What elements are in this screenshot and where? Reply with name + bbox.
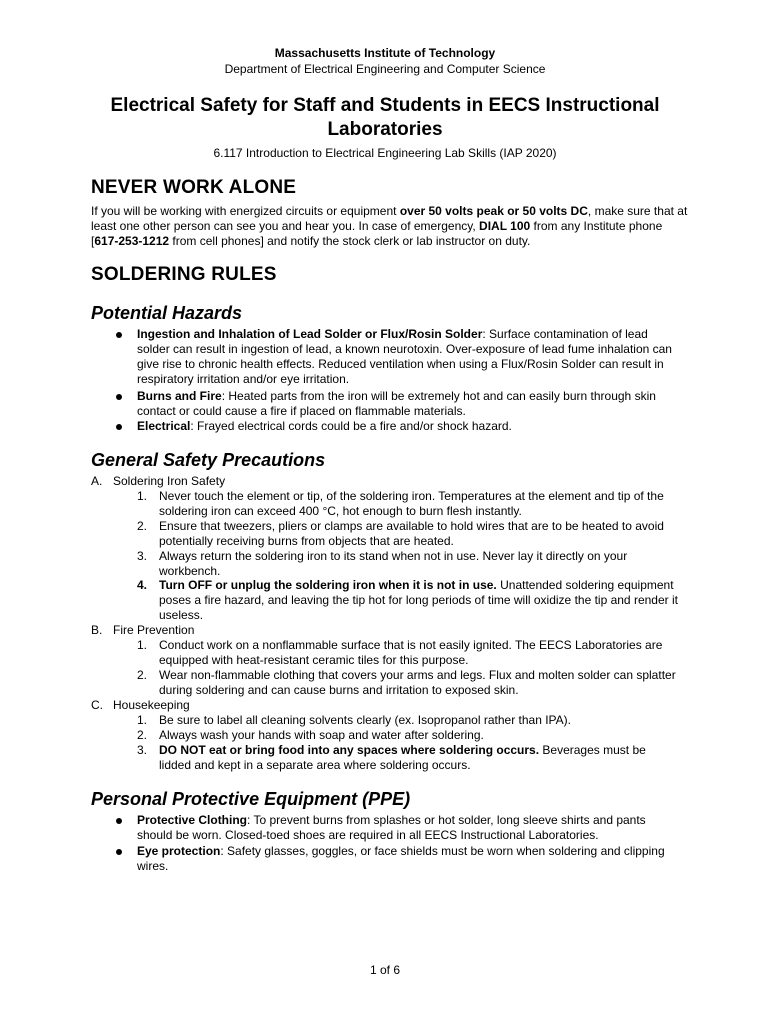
bullet-icon bbox=[116, 332, 122, 338]
ppe-heading: Personal Protective Equipment (PPE) bbox=[91, 789, 411, 809]
hazard-title: Ingestion and Inhalation of Lead Solder or Flux/Rosin Solder bbox=[137, 327, 483, 341]
hazard-item bbox=[137, 327, 682, 387]
institution-name: Massachusetts Institute of Technology bbox=[274, 46, 496, 60]
hazard-item bbox=[137, 419, 682, 434]
department-name: Department of Electrical Engineering and Computer Science bbox=[224, 62, 546, 76]
item-number: 1. bbox=[137, 713, 148, 727]
item-number: 2. bbox=[137, 519, 148, 533]
text-run: from any Institute phone [ bbox=[91, 219, 663, 248]
precaution-text: Conduct work on a nonflammable surface that is not easily ignited. The EECS Laboratories are equipped with heat-resistant ceramic tiles for this purpose. bbox=[159, 638, 663, 667]
bullet-icon bbox=[116, 818, 122, 824]
hazard-title: Burns and Fire bbox=[137, 389, 222, 403]
precaution-text: Always return the soldering iron to its stand when not in use. Never lay it directly on your workbench. bbox=[159, 549, 628, 578]
precaution-text: Never touch the element or tip, of the soldering iron. Temperatures at the element and tip of the soldering iron can exceed 400 °C, hot enough to burn flesh instantly. bbox=[159, 489, 664, 518]
precaution-text: Ensure that tweezers, pliers or clamps are available to hold wires that are to be heated to avoid potentially receiving burns from objects that are heated. bbox=[159, 519, 664, 548]
precaution-item bbox=[159, 668, 681, 698]
precaution-bold: DO NOT eat or bring food into any spaces where soldering occurs. bbox=[159, 743, 540, 757]
item-number: 4. bbox=[137, 578, 148, 592]
hazard-title: Electrical bbox=[137, 419, 191, 433]
precaution-item bbox=[159, 489, 681, 519]
section-title: Fire Prevention bbox=[113, 623, 195, 637]
title-line-2: Laboratories bbox=[327, 119, 443, 140]
cell-emergency-number: 617-253-1212 bbox=[94, 234, 170, 248]
never-work-alone-heading: NEVER WORK ALONE bbox=[91, 177, 297, 198]
course-subtitle: 6.117 Introduction to Electrical Engineering Lab Skills (IAP 2020) bbox=[213, 146, 557, 160]
hazard-item bbox=[137, 389, 682, 419]
section-letter: A. bbox=[91, 474, 103, 488]
general-safety-heading: General Safety Precautions bbox=[91, 450, 326, 470]
hazard-text: : Frayed electrical cords could be a fire and/or shock hazard. bbox=[190, 419, 512, 433]
emergency-number: DIAL 100 bbox=[479, 219, 531, 233]
ppe-text: : Safety glasses, goggles, or face shields must be worn when soldering and clipping wires. bbox=[137, 844, 665, 873]
item-number: 3. bbox=[137, 549, 148, 563]
potential-hazards-heading: Potential Hazards bbox=[91, 303, 243, 323]
ppe-item bbox=[137, 844, 682, 874]
ppe-title: Protective Clothing bbox=[137, 813, 248, 827]
section-soldering-iron-safety bbox=[91, 474, 225, 489]
precaution-item bbox=[159, 713, 681, 728]
text-run: If you will be working with energized circuits or equipment bbox=[91, 204, 400, 218]
text-run: , make sure that at least one other person can see you and hear you. In case of emergency, bbox=[91, 204, 688, 233]
page-number: 1 of 6 bbox=[369, 963, 401, 977]
precaution-item bbox=[159, 728, 681, 743]
precaution-text: Unattended soldering equipment poses a fire hazard, and leaving the tip hot for long periods of time will oxidize the tip and render it useless. bbox=[159, 578, 678, 622]
never-work-alone-paragraph bbox=[91, 204, 691, 249]
text-run: from cell phones] and notify the stock clerk or lab instructor on duty. bbox=[169, 234, 531, 248]
precaution-text: Be sure to label all cleaning solvents clearly (ex. Isopropanol rather than IPA). bbox=[159, 713, 571, 727]
item-number: 2. bbox=[137, 668, 148, 682]
hazard-text: : Heated parts from the iron will be extremely hot and can easily burn through skin contact or could cause a fire if placed on flammable materials. bbox=[137, 389, 656, 418]
precaution-text: Beverages must be lidded and kept in a separate area where soldering occurs. bbox=[159, 743, 646, 772]
document-title bbox=[80, 94, 690, 142]
section-letter: C. bbox=[91, 698, 103, 712]
precaution-item bbox=[159, 519, 681, 549]
section-housekeeping bbox=[91, 698, 190, 713]
ppe-item bbox=[137, 813, 682, 843]
title-line-1: Electrical Safety for Staff and Students in EECS Instructional bbox=[110, 95, 660, 116]
soldering-rules-heading: SOLDERING RULES bbox=[91, 264, 277, 285]
item-number: 1. bbox=[137, 489, 148, 503]
precaution-bold: Turn OFF or unplug the soldering iron when it is not in use. bbox=[159, 578, 497, 592]
section-letter: B. bbox=[91, 623, 103, 637]
item-number: 3. bbox=[137, 743, 148, 757]
ppe-text: : To prevent burns from splashes or hot solder, long sleeve shirts and pants should be worn. Closed-toed shoes are required in all EECS Instructional Laboratories. bbox=[137, 813, 646, 842]
item-number: 2. bbox=[137, 728, 148, 742]
voltage-threshold: over 50 volts peak or 50 volts DC bbox=[399, 204, 588, 218]
section-title: Housekeeping bbox=[113, 698, 190, 712]
precaution-item bbox=[159, 578, 681, 623]
ppe-title: Eye protection bbox=[137, 844, 221, 858]
precaution-text: Always wash your hands with soap and water after soldering. bbox=[159, 728, 484, 742]
precaution-item bbox=[159, 549, 681, 579]
bullet-icon bbox=[116, 394, 122, 400]
bullet-icon bbox=[116, 424, 122, 430]
section-fire-prevention bbox=[91, 623, 194, 638]
hazard-text: : Surface contamination of lead solder can result in ingestion of lead, a known neurotoxin. Over-exposure of lead fume inhalation can give rise to chronic health effects. Reduced ventilation when using a Flux/Rosin Solder can result in respiratory irritation and/or eye irritation. bbox=[137, 327, 672, 386]
precaution-text: Wear non-flammable clothing that covers your arms and legs. Flux and molten solder can splatter during soldering and can cause burns and irritation to exposed skin. bbox=[159, 668, 676, 697]
bullet-icon bbox=[116, 849, 122, 855]
precaution-item bbox=[159, 638, 681, 668]
item-number: 1. bbox=[137, 638, 148, 652]
precaution-item bbox=[159, 743, 681, 773]
section-title: Soldering Iron Safety bbox=[113, 474, 226, 488]
